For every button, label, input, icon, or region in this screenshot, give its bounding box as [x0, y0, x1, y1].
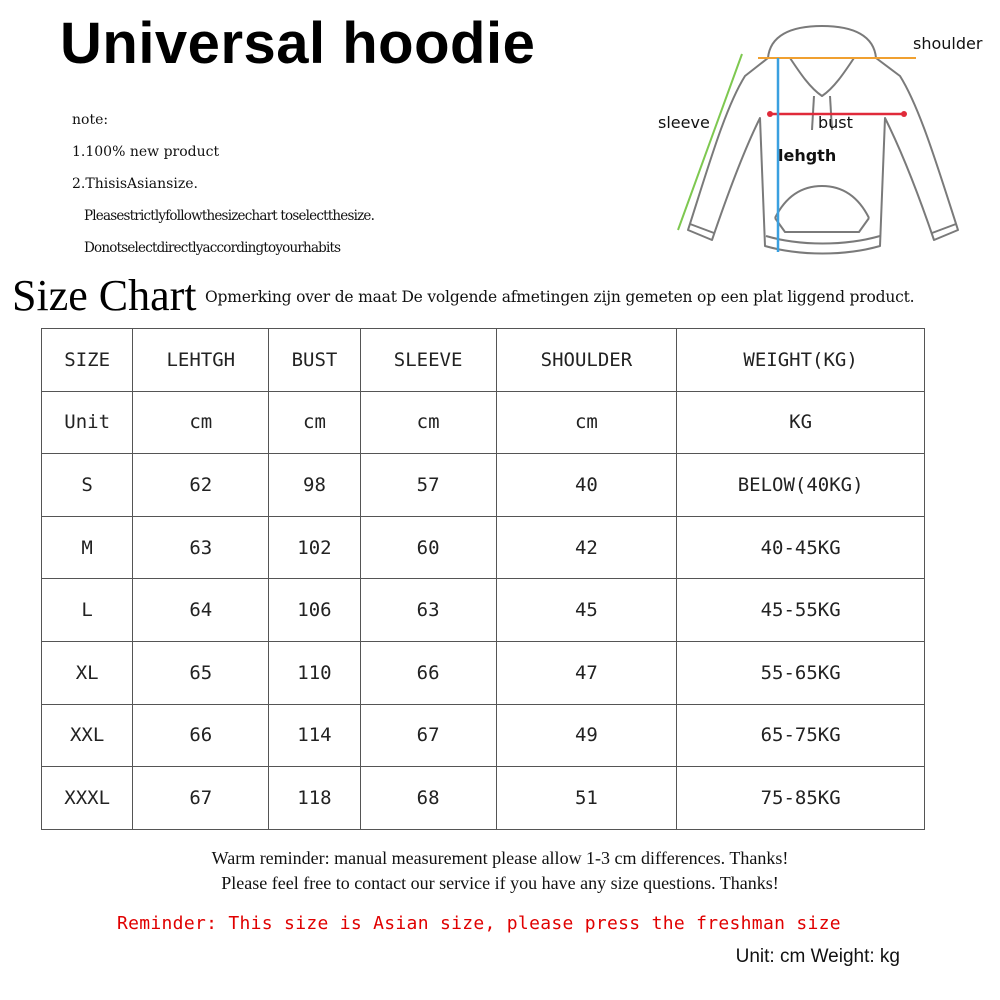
table-cell: 64 — [133, 579, 269, 642]
table-cell: cm — [269, 391, 360, 454]
length-label: lehgth — [778, 146, 837, 165]
sleeve-measure-line — [678, 54, 742, 230]
hoodie-illustration — [650, 18, 995, 268]
table-cell: L — [42, 579, 133, 642]
table-cell: 55-65KG — [677, 641, 925, 704]
table-cell: 40-45KG — [677, 516, 925, 579]
header-cell: BUST — [269, 329, 360, 392]
table-cell: cm — [360, 391, 496, 454]
measurement-reminder: Warm reminder: manual measurement please allow 1-3 cm differences. Thanks! — [211, 848, 789, 868]
table-cell: 68 — [360, 767, 496, 830]
shoulder-label: shoulder — [913, 34, 983, 53]
table-unit-row — [42, 391, 925, 454]
table-cell: XL — [42, 641, 133, 704]
table-cell: 63 — [360, 579, 496, 642]
table-cell: 40 — [496, 454, 677, 517]
table-header-row — [42, 329, 925, 392]
table-cell: XXXL — [42, 767, 133, 830]
header-cell: SIZE — [42, 329, 133, 392]
table-cell: 106 — [269, 579, 360, 642]
table-cell: 51 — [496, 767, 677, 830]
note-item: 1.100% new product — [72, 144, 220, 160]
table-cell: 114 — [269, 704, 360, 767]
table-cell: 63 — [133, 516, 269, 579]
table-cell: cm — [133, 391, 269, 454]
table-cell: 118 — [269, 767, 360, 830]
table-cell: 45-55KG — [677, 579, 925, 642]
table-cell: KG — [677, 391, 925, 454]
table-cell: BELOW(40KG) — [677, 454, 925, 517]
note-item: Pleasestrictlyfollowthesizechart toselectthesize. — [84, 208, 375, 224]
note-heading: note: — [72, 112, 109, 128]
table-cell: 60 — [360, 516, 496, 579]
table-cell: 47 — [496, 641, 677, 704]
page-title: Universal hoodie — [60, 11, 536, 76]
table-cell: 57 — [360, 454, 496, 517]
note-item: 2.ThisisAsiansize. — [72, 176, 198, 192]
header-cell: WEIGHT(KG) — [677, 329, 925, 392]
table-row — [42, 579, 925, 642]
table-cell: 62 — [133, 454, 269, 517]
table-cell: 66 — [360, 641, 496, 704]
table-cell: 49 — [496, 704, 677, 767]
table-cell: 65 — [133, 641, 269, 704]
note-item: Donotselectdirectlyaccordingtoyourhabits — [84, 240, 341, 256]
size-chart-subheading: Opmerking over de maat De volgende afmetingen zijn gemeten op een plat liggend product. — [205, 288, 915, 306]
table-cell: 66 — [133, 704, 269, 767]
table-cell: 45 — [496, 579, 677, 642]
table-cell: cm — [496, 391, 677, 454]
table-cell: 65-75KG — [677, 704, 925, 767]
table-row — [42, 641, 925, 704]
table-cell: 67 — [360, 704, 496, 767]
table-row — [42, 454, 925, 517]
table-cell: 102 — [269, 516, 360, 579]
size-chart-heading: Size Chart — [12, 271, 197, 320]
table-cell: S — [42, 454, 133, 517]
table-cell: 110 — [269, 641, 360, 704]
contact-note: Please feel free to contact our service if you have any size questions. Thanks! — [221, 873, 779, 893]
header-cell: SLEEVE — [360, 329, 496, 392]
hoodie-diagram — [650, 18, 995, 268]
asian-size-reminder: Reminder: This size is Asian size, please press the freshman size — [117, 913, 841, 934]
notes — [72, 110, 374, 270]
table-row — [42, 704, 925, 767]
header-cell: LEHTGH — [133, 329, 269, 392]
unit-note: Unit: cm Weight: kg — [735, 946, 900, 967]
table-row — [42, 516, 925, 579]
table-cell: M — [42, 516, 133, 579]
table-row — [42, 767, 925, 830]
table-cell: 42 — [496, 516, 677, 579]
table-cell: XXL — [42, 704, 133, 767]
bust-label: bust — [818, 113, 853, 132]
size-chart-table — [41, 328, 925, 830]
sleeve-label: sleeve — [658, 113, 710, 132]
header-cell: SHOULDER — [496, 329, 677, 392]
table-cell: 67 — [133, 767, 269, 830]
table-cell: 75-85KG — [677, 767, 925, 830]
table-cell: 98 — [269, 454, 360, 517]
table-cell: Unit — [42, 391, 133, 454]
